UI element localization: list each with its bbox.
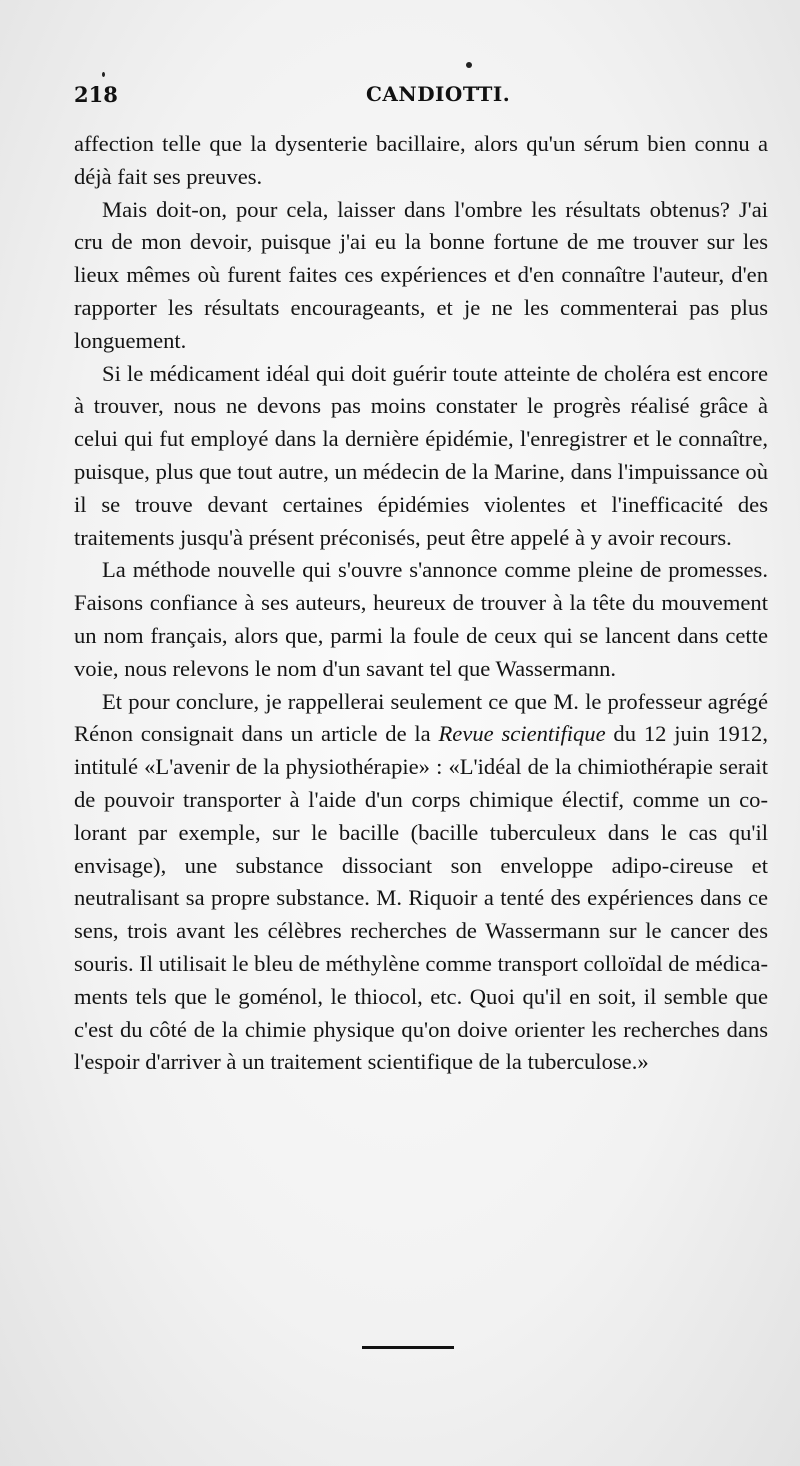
ink-speck	[102, 72, 105, 77]
journal-title: Revue scientifique	[438, 721, 606, 747]
end-rule	[362, 1346, 454, 1349]
page-number: 218	[74, 82, 118, 107]
paragraph-5-text-b: du 12 juin 1912, intitulé «L'avenir de la physiothérapie» : «L'idéal de la chimiothérapie serait de pouvoir transporter à l'aide d'un corps chimique électif, comme un colorant par exemple, sur le bacille (bacille tuberculeux dans le cas qu'il envisage), une substance dissociant son enveloppe adipo-cireuse et neutralisant sa propre substance. M. Riquoir a tenté des expériences dans ce sens, trois avant les célèbres recherches de Wassermann sur le cancer des souris. Il utilisait le bleu de méthylène comme transport colloïdal de médicaments tels que le goménol, le thiocol, etc. Quoi qu'il en soit, il semble que c'est du côté de la chimie physique qu'on doive orienter les recherches dans l'espoir d'arriver à un traitement scientifique de la tuberculose.»	[74, 721, 768, 1075]
paragraph-2: Mais doit-on, pour cela, laisser dans l'ombre les résultats obtenus? J'ai cru de mon devoir, puisque j'ai eu la bonne fortune de me trouver sur les lieux mêmes où furent faites ces expériences et d'en connaître l'auteur, d'en rapporter les résultats encourageants, et je ne les commenterai pas plus longuement.	[74, 196, 768, 353]
paragraph-4: La méthode nouvelle qui s'ouvre s'annonce comme pleine de promesses. Faisons confiance à ses auteurs, heureux de trouver à la tête du mouvement un nom français, alors que, parmi la foule de ceux qui se lancent dans cette voie, nous relevons le nom d'un savant tel que Wassermann.	[74, 557, 768, 681]
page-header	[74, 82, 754, 116]
body-text	[74, 128, 768, 1079]
paragraph-5-text-a: Et pour conclure, je rappellerai seulement ce que M. le professeur agrégé Rénon consignait dans un article de la	[74, 688, 768, 747]
paragraph-3: Si le médicament idéal qui doit guérir toute atteinte de choléra est encore à trouver, nous ne devons pas moins constater le progrès réalisé grâce à celui qui fut employé dans la dernière épidémie, l'enregistrer et le connaître, puisque, plus que tout autre, un médecin de la Marine, dans l'impuissance où il se trouve devant certaines épidémies violentes et l'inefficacité des traitements jusqu'à présent préconisés, peut être appelé à y avoir recours.	[74, 360, 768, 550]
ink-speck	[466, 62, 472, 68]
running-head: CANDIOTTI.	[366, 82, 511, 106]
paragraph-5	[74, 686, 768, 1080]
paragraph-1: affection telle que la dysenterie bacillaire, alors qu'un sérum bien connu a déjà fait ses preuves.	[74, 131, 768, 189]
